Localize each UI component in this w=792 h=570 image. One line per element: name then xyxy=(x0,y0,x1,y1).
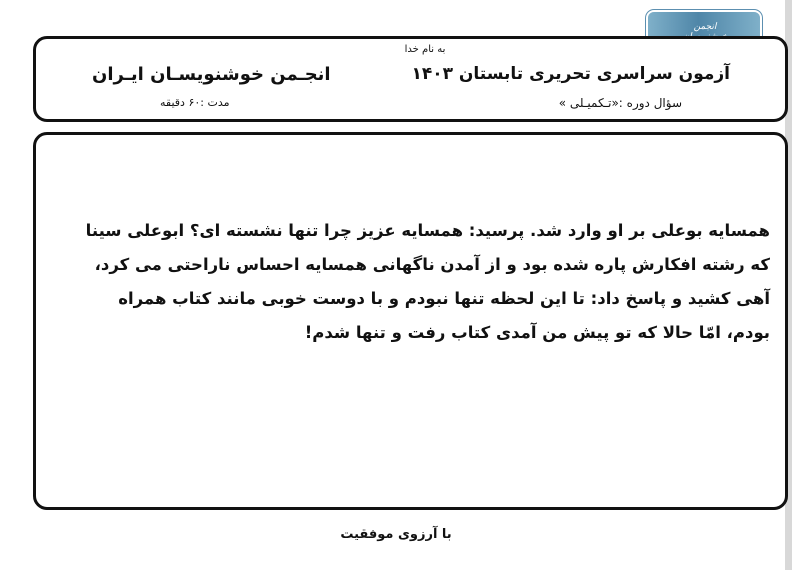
exam-duration: مدت :۶۰ دقیقه xyxy=(160,96,230,109)
passage-line: آهی کشید و پاسخ داد: تا این لحظه تنها نبودم و با دوست خوبی مانند کتاب همراه xyxy=(118,289,770,308)
passage-text xyxy=(25,214,770,350)
basmala: به نام خدا xyxy=(404,44,446,55)
closing-wish: با آرزوی موفقیت xyxy=(340,527,452,542)
exam-title: آزمون سراسری تحریری تابستان ۱۴۰۳ xyxy=(411,64,730,84)
logo-text: انجمن xyxy=(693,22,717,32)
passage-line: همسایه بوعلی بر او وارد شد. پرسید: همسایه عزیز چرا تنها نشسته ای؟ ابوعلی سینا xyxy=(85,221,770,240)
passage-line: که رشته افکارش پاره شده بود و از آمدن ناگهانی همسایه احساس ناراحتی می کرد، xyxy=(94,255,770,274)
association-name: انجـمن خوشنویسـان ایـران xyxy=(92,64,331,85)
exam-subtitle: سؤال دوره :«تـکمیـلی » xyxy=(558,96,682,110)
passage-line: بودم، امّا حالا که تو پیش من آمدی کتاب رفت و تنها شدم! xyxy=(304,323,770,342)
